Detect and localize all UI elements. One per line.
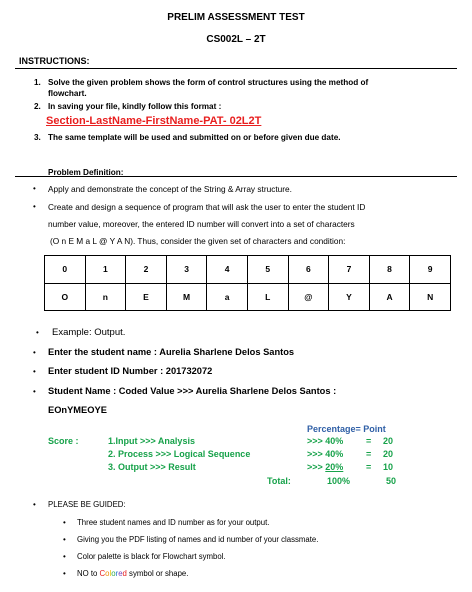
guided-item-4-post: symbol or shape.: [126, 569, 189, 578]
bullet-icon: •: [63, 552, 66, 561]
score-row-1-pts: 20: [383, 436, 394, 446]
char-cell: E: [126, 283, 167, 311]
colored-letter: r: [115, 569, 119, 578]
char-cell: M: [166, 283, 207, 311]
char-cell: a: [207, 283, 248, 311]
digit-cell: 2: [126, 256, 167, 284]
example-line-coded-value: EOnYMEOYE: [48, 405, 107, 415]
digit-cell: 7: [329, 256, 370, 284]
score-row-1-item: 1.Input >>> Analysis: [108, 436, 195, 446]
instruction-1-number: 1.: [34, 78, 41, 87]
score-row-3-pct: [307, 462, 343, 472]
colored-letter: e: [118, 569, 123, 578]
score-row-1-pct: >>> 40%: [307, 436, 344, 446]
digit-cell: 1: [85, 256, 126, 284]
guided-heading: PLEASE BE GUIDED:: [48, 500, 126, 509]
char-row: [45, 283, 451, 311]
guided-item-4: [77, 569, 188, 578]
score-row-1-eq: =: [366, 436, 372, 446]
bullet-icon: •: [63, 569, 66, 578]
problem-item-2-cont: number value, moreover, the entered ID number will convert into a set of characters: [48, 219, 355, 229]
char-cell: @: [288, 283, 329, 311]
bullet-icon: •: [63, 518, 66, 527]
instruction-3-line-1: The same template will be used and submitted on or before given due date.: [48, 133, 341, 142]
colored-letter: o: [105, 569, 110, 578]
bullet-icon: •: [33, 348, 36, 357]
problem-item-2: Create and design a sequence of program that will ask the user to enter the student ID: [48, 202, 366, 212]
bullet-icon: •: [33, 184, 36, 193]
score-total-pct: 100%: [327, 476, 351, 486]
digit-cell: 8: [369, 256, 410, 284]
guided-item-1: Three student names and ID number as for your output.: [77, 518, 270, 527]
problem-heading: Problem Definition:: [48, 168, 124, 177]
char-cell: Y: [329, 283, 370, 311]
score-row-3-eq: =: [366, 462, 372, 472]
instructions-heading: INSTRUCTIONS:: [19, 56, 90, 66]
instruction-2-number: 2.: [34, 102, 41, 111]
colored-word: [100, 569, 127, 578]
char-cell: N: [410, 283, 451, 311]
guided-item-4-pre: NO to: [77, 569, 100, 578]
bullet-icon: •: [33, 387, 36, 396]
file-format-text: Section-LastName-FirstName-PAT- 02L2T: [46, 115, 262, 127]
colored-letter: C: [99, 569, 106, 578]
score-row-3-pts: 10: [383, 462, 394, 472]
example-line-coded: Student Name : Coded Value >>> Aurelia Sharlene Delos Santos :: [48, 386, 337, 396]
mapping-table: [44, 255, 451, 311]
guided-item-2: Giving you the PDF listing of names and id number of your classmate.: [77, 535, 319, 544]
colored-letter: d: [122, 569, 127, 578]
char-cell: A: [369, 283, 410, 311]
score-total-label: Total:: [267, 476, 291, 486]
digit-cell: 6: [288, 256, 329, 284]
example-line-name: Enter the student name : Aurelia Sharlene Delos Santos: [48, 347, 295, 357]
digit-row: [45, 256, 451, 284]
colored-letter: o: [111, 569, 116, 578]
example-line-id: Enter student ID Number : 201732072: [48, 366, 213, 376]
score-total-pts: 50: [386, 476, 397, 486]
score-row-2-eq: =: [366, 449, 372, 459]
guided-item-3: Color palette is black for Flowchart symbol.: [77, 552, 226, 561]
score-label: Score :: [48, 436, 79, 446]
bullet-icon: •: [36, 328, 39, 337]
score-row-3-pct-value: 20%: [325, 462, 344, 472]
bullet-icon: •: [33, 202, 36, 211]
char-cell: L: [247, 283, 288, 311]
score-row-3-pct-prefix: >>>: [307, 462, 326, 472]
course-code: CS002L – 2T: [206, 34, 266, 45]
instruction-1-line-2: flowchart.: [48, 89, 87, 98]
example-heading: Example: Output.: [52, 327, 126, 338]
instruction-1-line-1: Solve the given problem shows the form of control structures using the method of: [48, 78, 369, 87]
bullet-icon: •: [33, 500, 36, 509]
char-cell: n: [85, 283, 126, 311]
digit-cell: 5: [247, 256, 288, 284]
char-cell: O: [45, 283, 86, 311]
instruction-2-line-1: In saving your file, kindly follow this format :: [48, 102, 222, 111]
page-title: PRELIM ASSESSMENT TEST: [167, 12, 305, 23]
digit-cell: 3: [166, 256, 207, 284]
score-row-2-pts: 20: [383, 449, 394, 459]
score-row-2-item: 2. Process >>> Logical Sequence: [108, 449, 251, 459]
digit-cell: 0: [45, 256, 86, 284]
score-row-2-pct: >>> 40%: [307, 449, 344, 459]
digit-cell: 9: [410, 256, 451, 284]
problem-item-1: Apply and demonstrate the concept of the String & Array structure.: [48, 184, 292, 194]
bullet-icon: •: [63, 535, 66, 544]
colored-letter: l: [109, 569, 112, 578]
score-row-3-item: 3. Output >>> Result: [108, 462, 196, 472]
score-header: Percentage= Point: [307, 424, 386, 434]
problem-item-2-cont-2: (O n E M a L @ Y A N). Thus, consider the given set of characters and condition:: [50, 236, 346, 246]
digit-cell: 4: [207, 256, 248, 284]
bullet-icon: •: [33, 367, 36, 376]
instruction-3-number: 3.: [34, 133, 41, 142]
